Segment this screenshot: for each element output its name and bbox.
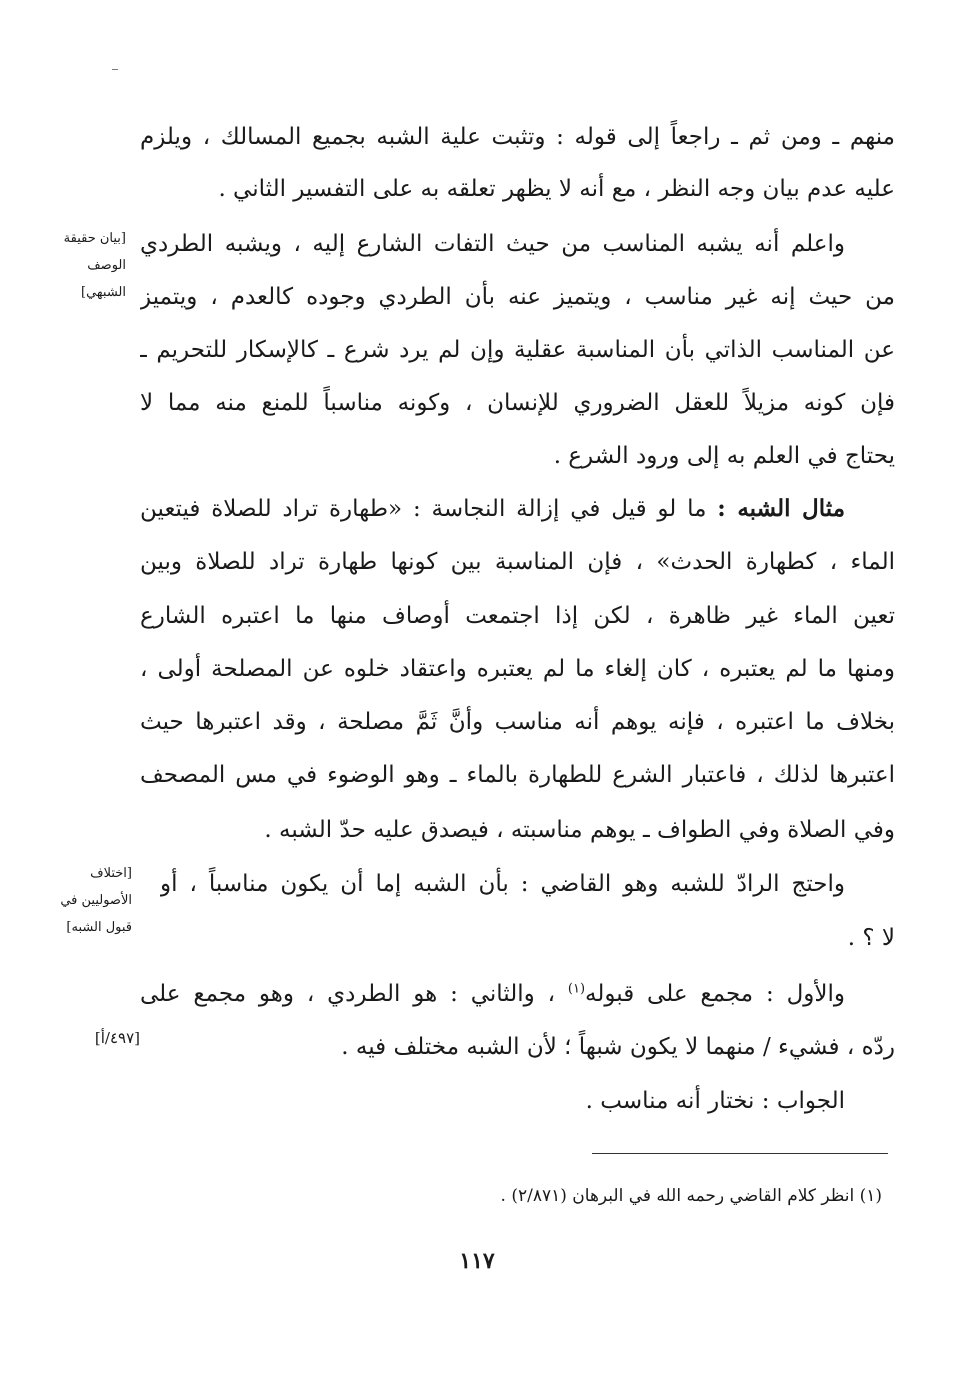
margin-note-line: الأصوليين في [60,893,132,908]
margin-note-line: [بيان حقيقة [63,231,126,246]
text-line: تعين الماء غير ظاهرة ، لكن إذا اجتمعت أوصاف منها ما اعتبره الشارع [140,603,895,629]
text-line: عليه عدم بيان وجه النظر ، مع أنه لا يظهر تعلقه به على التفسير الثاني . [218,176,895,202]
text-line: اعتبرها لذلك ، فاعتبار الشرع للطهارة بالماء ـ وهو الوضوء في مس المصحف [140,762,895,788]
text-line: ومنها ما لم يعتبره ، كان إلغاء ما لم يعتبره واعتقاد خلوه عن المصلحة أولى ، [140,656,895,682]
page-number: ١١٧ [459,1248,495,1274]
text-line: واحتج الرادّ للشبه وهو القاضي : بأن الشبه إما أن يكون مناسباً ، أو [160,871,845,897]
margin-note-line: الشبهي] [81,285,126,300]
footnote: (١) انظر كلام القاضي رحمه الله في البرهان (٢/٨٧١) . [500,1186,882,1206]
text-line: ردّه ، فشيء / منهما لا يكون شبهاً ؛ لأن الشبه مختلف فيه . [341,1034,895,1060]
text-line: لا ؟ . [847,925,895,951]
footnote-ref: (١) [567,981,586,997]
text-line: الجواب : نختار أنه مناسب . [585,1088,845,1114]
example-label: مثال الشبه : [717,495,846,522]
margin-note-line: الوصف [87,258,126,273]
scan-mark [112,69,118,70]
text-line: فإن كونه مزيلاً للعقل الضروري للإنسان ، وكونه مناسباً للمنع منه مما لا [140,390,895,416]
text-line-content: والأول : مجمع على قبوله [585,981,846,1007]
margin-note [56,860,132,941]
text-line-content: ما لو قيل في إزالة النجاسة : «طهارة تراد للصلاة فيتعين [140,496,707,522]
footnote-separator [592,1153,888,1154]
folio-marker: [٤٩٧/أ] [94,1029,140,1047]
margin-note-line: [اختلاف [90,866,132,881]
text-line: عن المناسب الذاتي بأن المناسبة عقلية وإن لم يرد شرع ـ كالإسكار للتحريم ـ [140,337,895,363]
margin-note-line: قبول الشبه] [66,920,132,935]
text-line: بخلاف ما اعتبره ، فإنه يوهم أنه مناسب وأنَّ ثَمَّ مصلحة ، وقد اعتبرها حيث [140,709,895,735]
margin-note [34,225,126,306]
text-line: واعلم أنه يشبه المناسب من حيث التفات الشارع إليه ، ويشبه الطردي [140,231,845,257]
text-line: وفي الصلاة وفي الطواف ـ يوهم مناسبته ، فيصدق عليه حدّ الشبه . [264,817,895,843]
text-line: يحتاج في العلم به إلى ورود الشرع . [553,443,895,469]
text-line [140,489,895,529]
text-line: من حيث إنه غير مناسب ، ويتميز عنه بأن الطردي وجوده كالعدم ، ويتميز [140,284,895,310]
text-line: الماء ، كطهارة الحدث» ، فإن المناسبة بين كونها طهارة تراد للصلاة وبين [140,549,895,575]
text-line [140,974,895,1014]
text-line-content: ، والثاني : هو الطردي ، وهو مجمع على [140,981,556,1007]
text-line: منهم ـ ومن ثم ـ راجعاً إلى قوله : وتثبت علية الشبه بجميع المسالك ، ويلزم [140,124,895,150]
